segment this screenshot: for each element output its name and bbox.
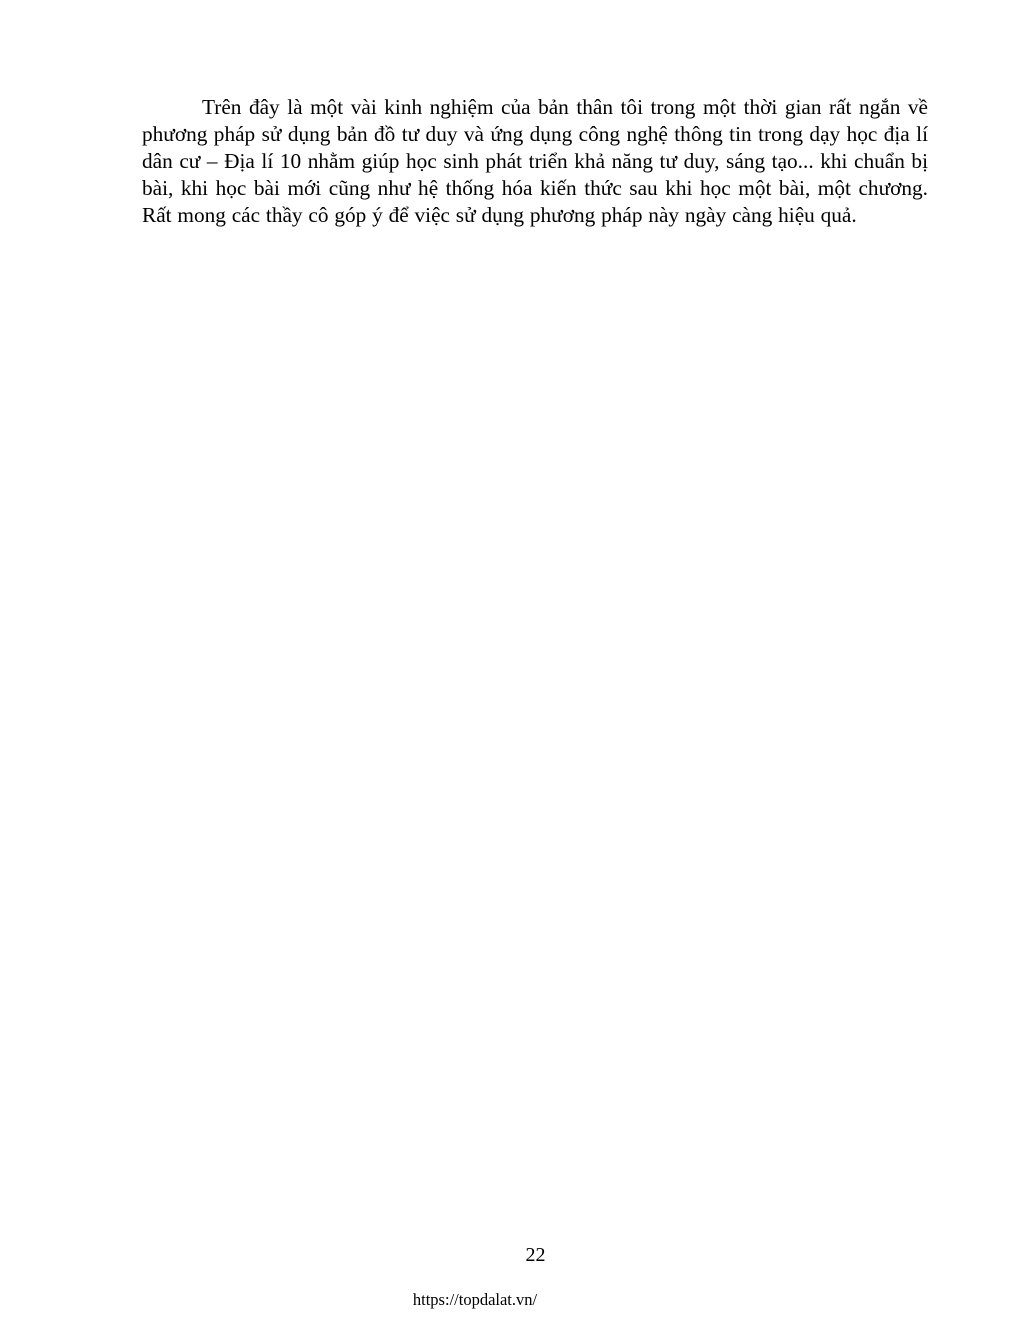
footer-url[interactable]: https://topdalat.vn/ bbox=[412, 1290, 538, 1309]
page-number: 22 bbox=[525, 1244, 546, 1266]
body-paragraph: Trên đây là một vài kinh nghiệm của bản thân tôi trong một thời gian rất ngắn về phương pháp sử dụng bản đồ tư duy và ứng dụng công nghệ thông tin trong dạy học địa lí dân cư – Địa lí 10 nhằm giúp học sinh phát triển khả năng tư duy, sáng tạo... khi chuẩn bị bài, khi học bài mới cũng như hệ thống hóa kiến thức sau khi học một bài, một chương. Rất mong các thầy cô góp ý để việc sử dụng phương pháp này ngày càng hiệu quả. bbox=[142, 95, 928, 227]
